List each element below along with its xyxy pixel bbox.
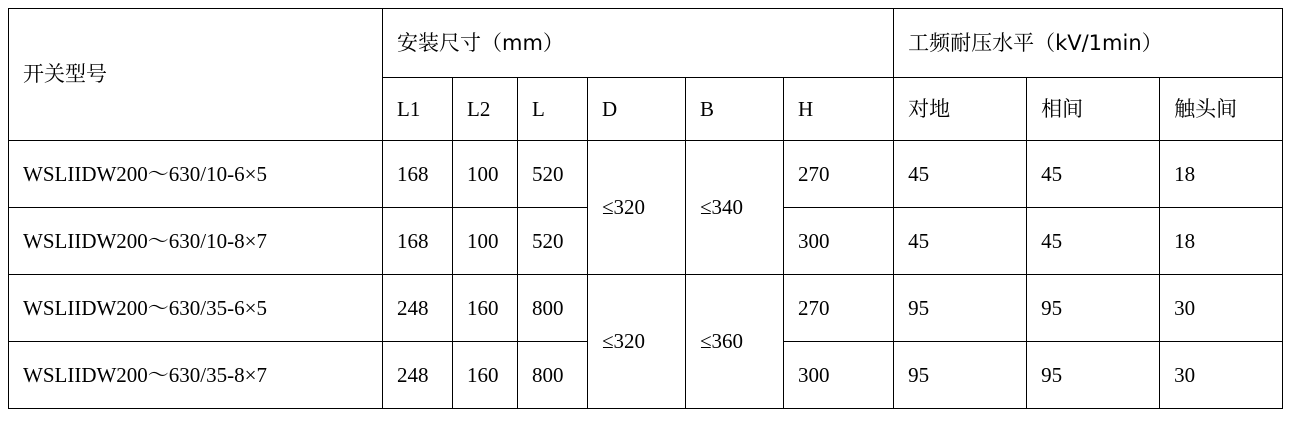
cell-model: WSLIIDW200～630/35-6×5: [9, 275, 383, 342]
cell-l2: 160: [453, 275, 518, 342]
header-model: 开关型号: [9, 9, 383, 141]
header-between-contacts: 触头间: [1160, 78, 1283, 141]
header-to-earth: 对地: [894, 78, 1027, 141]
cell-l: 520: [518, 141, 588, 208]
cell-h: 300: [784, 208, 894, 275]
cell-model: WSLIIDW200～630/10-8×7: [9, 208, 383, 275]
cell-to-earth: 45: [894, 208, 1027, 275]
table-row: [9, 141, 1283, 208]
cell-model: WSLIIDW200～630/10-6×5: [9, 141, 383, 208]
cell-between-phases: 95: [1027, 275, 1160, 342]
spec-table-container: [8, 8, 1282, 409]
switch-specification-table: [8, 8, 1283, 409]
cell-between-contacts: 18: [1160, 208, 1283, 275]
cell-l: 800: [518, 275, 588, 342]
cell-l: 800: [518, 342, 588, 409]
cell-h: 270: [784, 141, 894, 208]
cell-b-merged: ≤340: [686, 141, 784, 275]
cell-between-contacts: 30: [1160, 342, 1283, 409]
header-b: B: [686, 78, 784, 141]
cell-h: 270: [784, 275, 894, 342]
header-group-withstand-voltage: 工频耐压水平（kV/1min）: [894, 9, 1283, 78]
cell-l1: 168: [383, 208, 453, 275]
cell-b-merged: ≤360: [686, 275, 784, 409]
table-row: [9, 275, 1283, 342]
cell-to-earth: 95: [894, 342, 1027, 409]
header-d: D: [588, 78, 686, 141]
cell-between-phases: 95: [1027, 342, 1160, 409]
cell-to-earth: 95: [894, 275, 1027, 342]
cell-d-merged: ≤320: [588, 275, 686, 409]
cell-d-merged: ≤320: [588, 141, 686, 275]
cell-h: 300: [784, 342, 894, 409]
header-l2: L2: [453, 78, 518, 141]
cell-l1: 248: [383, 275, 453, 342]
header-h: H: [784, 78, 894, 141]
table-header-group-row: [9, 9, 1283, 78]
cell-between-phases: 45: [1027, 208, 1160, 275]
header-l1: L1: [383, 78, 453, 141]
cell-to-earth: 45: [894, 141, 1027, 208]
cell-model: WSLIIDW200～630/35-8×7: [9, 342, 383, 409]
header-between-phases: 相间: [1027, 78, 1160, 141]
cell-l2: 100: [453, 141, 518, 208]
cell-l2: 160: [453, 342, 518, 409]
cell-between-contacts: 18: [1160, 141, 1283, 208]
cell-l: 520: [518, 208, 588, 275]
cell-l1: 168: [383, 141, 453, 208]
header-l: L: [518, 78, 588, 141]
cell-between-phases: 45: [1027, 141, 1160, 208]
cell-l2: 100: [453, 208, 518, 275]
cell-between-contacts: 30: [1160, 275, 1283, 342]
header-group-dimensions: 安装尺寸（mm）: [383, 9, 894, 78]
cell-l1: 248: [383, 342, 453, 409]
